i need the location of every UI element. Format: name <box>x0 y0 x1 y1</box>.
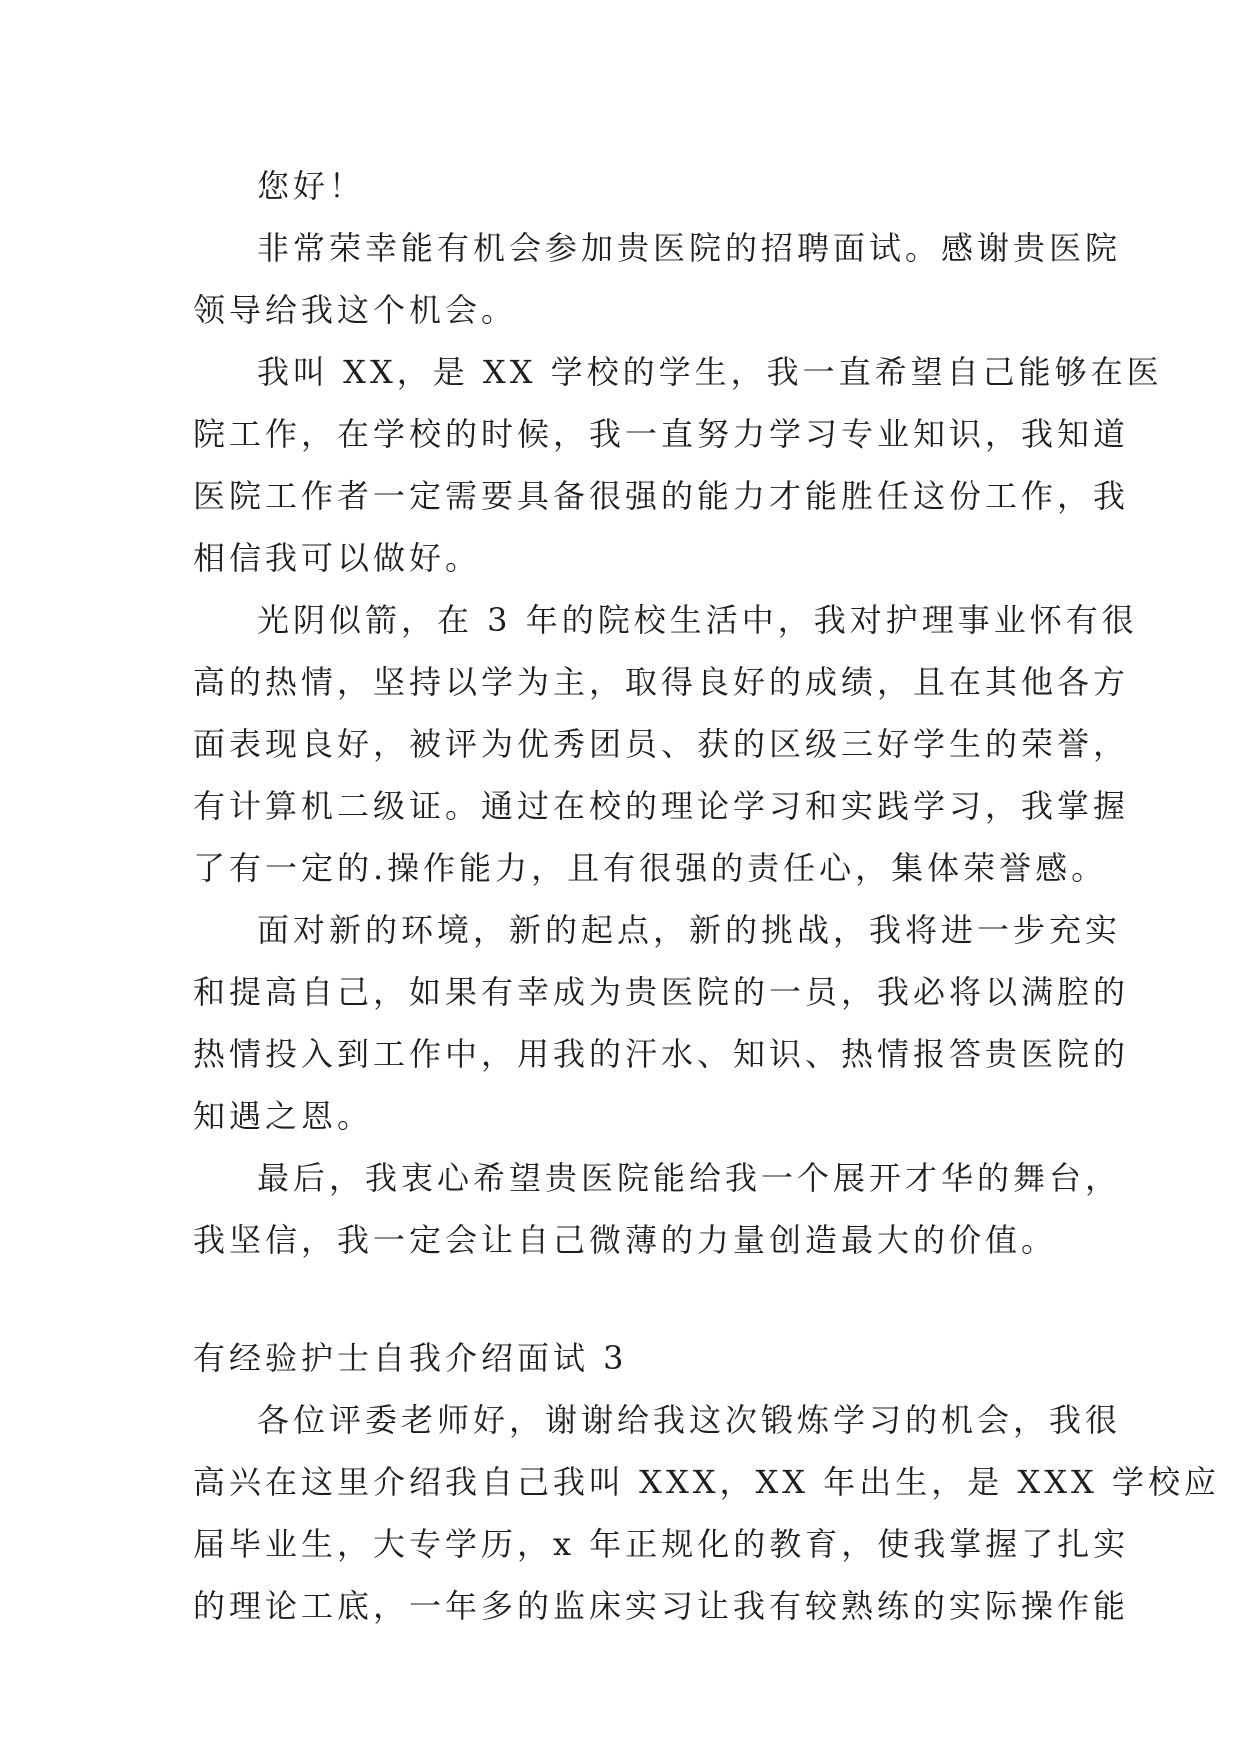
paragraph-6 <box>193 1389 1220 1637</box>
paragraph-2 <box>193 341 1163 589</box>
paragraph-line: 了有一定的.操作能力，且有很强的责任心，集体荣誉感。 <box>193 849 1108 887</box>
paragraph-line: 届毕业生，大专学历，x 年正规化的教育，使我掌握了扎实 <box>193 1525 1130 1563</box>
section-title: 有经验护士自我介绍面试 3 <box>193 1339 628 1377</box>
paragraph-line: 面表现良好，被评为优秀团员、获的区级三好学生的荣誉， <box>193 725 1130 763</box>
document-body <box>193 155 1220 1637</box>
salutation: 您好！ <box>257 167 366 205</box>
paragraph-line: 各位评委老师好，谢谢给我这次锻炼学习的机会，我很 <box>257 1401 1122 1439</box>
section-spacer <box>193 1271 1053 1327</box>
paragraph-line: 知遇之恩。 <box>193 1097 374 1135</box>
paragraph-5 <box>193 1147 1122 1271</box>
paragraph-line: 热情投入到工作中，用我的汗水、知识、热情报答贵医院的 <box>193 1035 1130 1073</box>
paragraph-1 <box>193 217 1122 341</box>
paragraph-line: 的理论工底，一年多的监床实习让我有较熟练的实际操作能 <box>193 1587 1130 1625</box>
paragraph-line: 相信我可以做好。 <box>193 539 482 577</box>
paragraph-line: 院工作，在学校的时候，我一直努力学习专业知识，我知道 <box>193 415 1130 453</box>
paragraph-line: 最后，我衷心希望贵医院能给我一个展开才华的舞台， <box>257 1159 1122 1197</box>
paragraph-line: 面对新的环境，新的起点，新的挑战，我将进一步充实 <box>257 911 1122 949</box>
paragraph-line: 我叫 XX，是 XX 学校的学生，我一直希望自己能够在医 <box>257 353 1163 391</box>
paragraph-line: 光阴似箭，在 3 年的院校生活中，我对护理事业怀有很 <box>257 601 1138 639</box>
paragraph-3 <box>193 589 1138 899</box>
paragraph-line: 领导给我这个机会。 <box>193 291 518 329</box>
paragraph-line: 高兴在这里介绍我自己我叫 XXX，XX 年出生，是 XXX 学校应 <box>193 1463 1220 1501</box>
paragraph-line: 非常荣幸能有机会参加贵医院的招聘面试。感谢贵医院 <box>257 229 1122 267</box>
paragraph-line: 高的热情，坚持以学为主，取得良好的成绩，且在其他各方 <box>193 663 1130 701</box>
paragraph-line: 医院工作者一定需要具备很强的能力才能胜任这份工作，我 <box>193 477 1130 515</box>
paragraph-line: 我坚信，我一定会让自己微薄的力量创造最大的价值。 <box>193 1221 1058 1259</box>
paragraph-4 <box>193 899 1130 1147</box>
paragraph-line: 和提高自己，如果有幸成为贵医院的一员，我必将以满腔的 <box>193 973 1130 1011</box>
paragraph-line: 有计算机二级证。通过在校的理论学习和实践学习，我掌握 <box>193 787 1130 825</box>
